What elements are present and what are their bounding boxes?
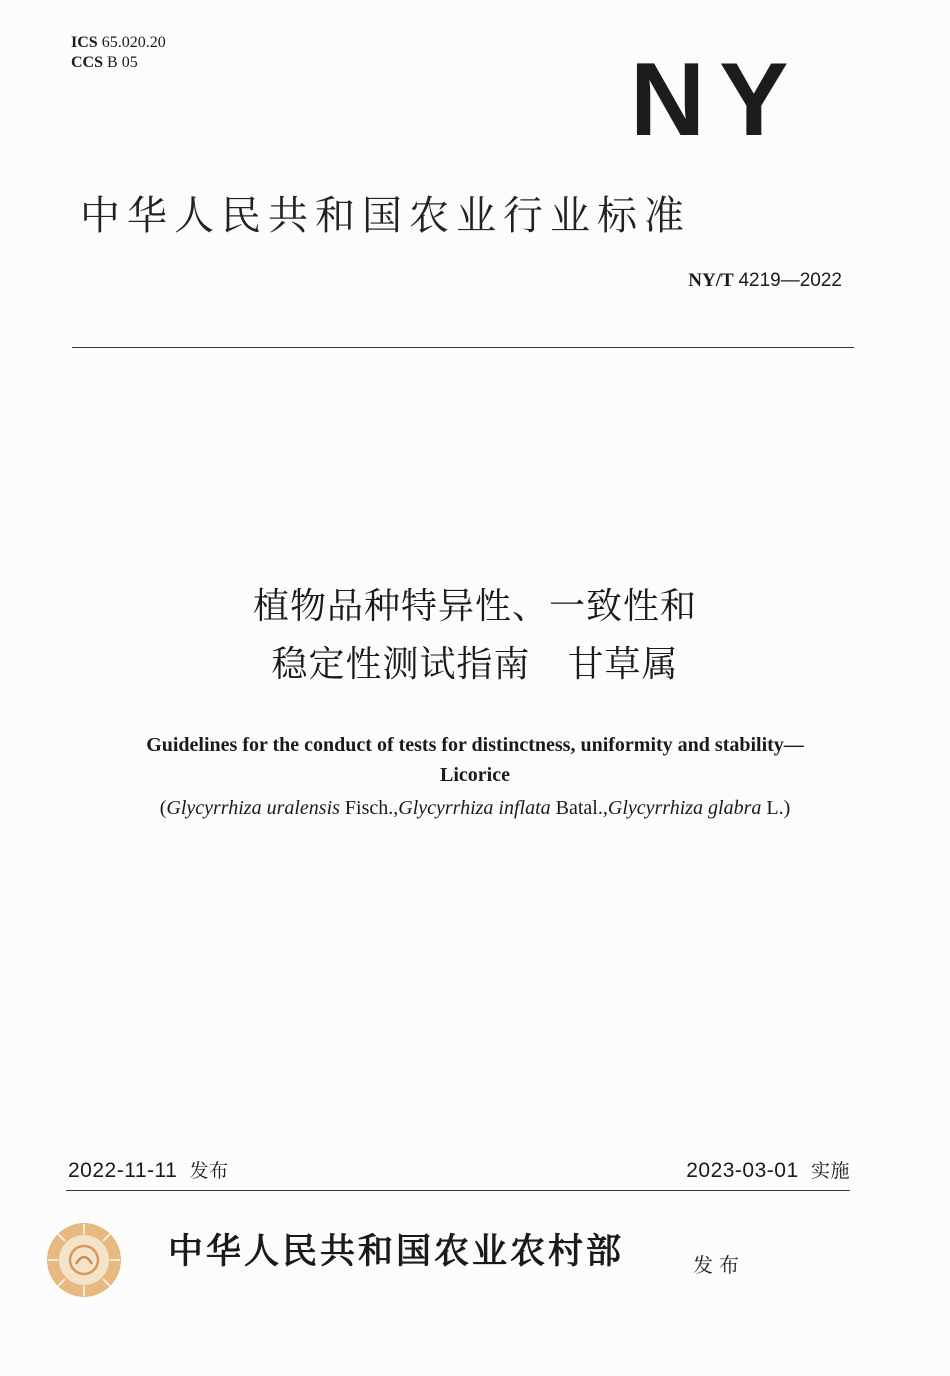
species-open-paren: ( (159, 797, 167, 819)
chinese-title-line-1: 植物品种特异性、一致性和 (252, 586, 697, 627)
issuing-ministry: 中华人民共和国农业农村部 (168, 1231, 625, 1272)
implement-date: 2023-03-01 (686, 1159, 799, 1182)
standard-category-title: 中华人民共和国农业行业标准 (80, 193, 691, 239)
standard-number-prefix: NY/T (688, 270, 734, 291)
bottom-divider (66, 1190, 850, 1191)
ccs-code (71, 53, 166, 73)
issue-date-block (68, 1156, 229, 1183)
issue-label: 发布 (189, 1160, 229, 1182)
implement-date-block (686, 1156, 850, 1183)
ny-logo: NY (630, 42, 803, 158)
species-line (0, 794, 950, 822)
ics-value: 65.020.20 (101, 34, 166, 51)
top-divider (72, 347, 854, 348)
ics-code (71, 33, 166, 53)
ministry-seal-icon (44, 1220, 124, 1300)
english-title (0, 730, 950, 790)
species-3-name: Glycyrrhiza glabra (607, 797, 762, 819)
species-2-author: Batal., (550, 797, 608, 819)
standard-number-value: 4219—2022 (738, 270, 842, 291)
chinese-title (0, 578, 950, 694)
issue-date: 2022-11-11 (68, 1159, 178, 1182)
publish-label: 发布 (693, 1253, 745, 1277)
implement-label: 实施 (810, 1160, 850, 1182)
seal-inner-disc (59, 1235, 109, 1285)
species-1-author: Fisch., (339, 797, 399, 819)
chinese-title-line-2: 稳定性测试指南 甘草属 (271, 644, 679, 685)
ccs-label: CCS (71, 54, 104, 71)
english-title-line-1: Guidelines for the conduct of tests for distinctness, uniformity and stability— (146, 734, 804, 756)
species-1-name: Glycyrrhiza uralensis (166, 797, 340, 819)
english-title-line-2: Licorice (440, 764, 510, 786)
species-2-name: Glycyrrhiza inflata (398, 797, 551, 819)
ccs-value: B 05 (107, 54, 138, 71)
classification-codes (71, 33, 166, 73)
standard-number (688, 270, 842, 292)
species-3-author: L.) (761, 797, 791, 819)
ics-label: ICS (71, 34, 98, 51)
